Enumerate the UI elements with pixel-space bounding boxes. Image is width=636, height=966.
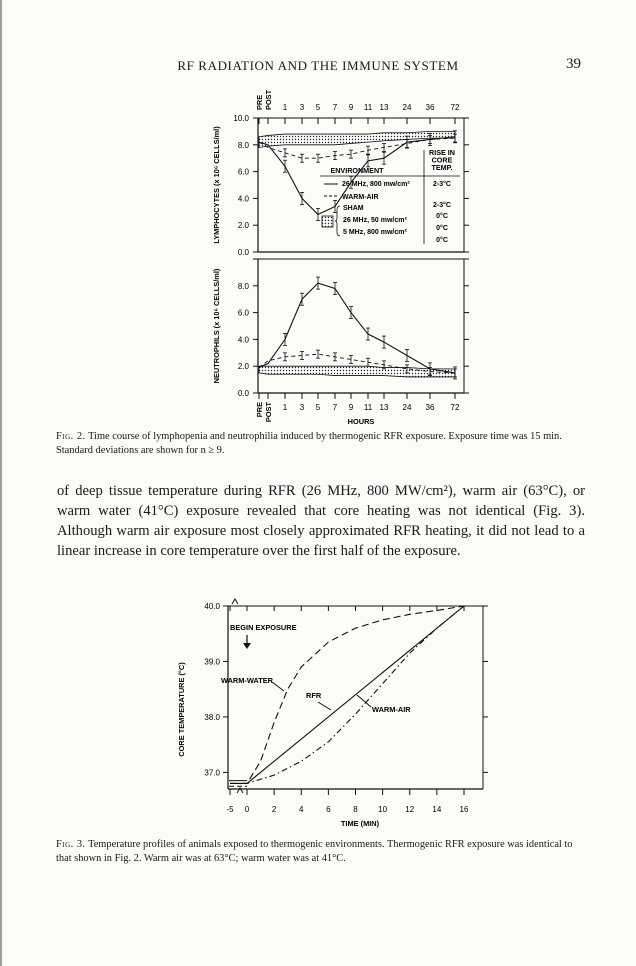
x-tick-label-top: 5 xyxy=(315,103,321,112)
x-tick-label-bottom: 3 xyxy=(299,403,305,412)
figure-3-caption xyxy=(56,838,586,866)
figure-2 xyxy=(0,0,636,430)
x-tick-label-bottom: 72 xyxy=(450,403,460,412)
running-title: RF RADIATION AND THE IMMUNE SYSTEM xyxy=(177,58,459,73)
x-tick-label: 0 xyxy=(244,805,250,814)
x-tick-label: 10 xyxy=(378,805,388,814)
annotation-warm-water: WARM-WATER xyxy=(221,676,273,685)
legend-rise: 2-3°C xyxy=(433,181,451,188)
legend-brace xyxy=(335,206,340,236)
page-number: 39 xyxy=(566,56,581,72)
x-tick-label: 4 xyxy=(299,805,304,814)
neutrophil-panel xyxy=(212,259,469,426)
x-tick-label: 8 xyxy=(353,805,358,814)
x-tick-label-bottom: PRE xyxy=(255,402,264,418)
x-tick-label-top: 7 xyxy=(332,103,338,112)
x-tick-label: 14 xyxy=(432,805,442,814)
legend-label: 5 MHz, 800 mw/cm² xyxy=(343,229,407,236)
x-tick-label: 12 xyxy=(405,805,415,814)
legend-rise-header: RISE IN xyxy=(429,148,455,157)
y-axis-label: LYMPHOCYTES (x 10⁶ CELLS/ml) xyxy=(212,126,221,244)
y-tick-label: 2.0 xyxy=(237,221,249,231)
x-tick-label: 6 xyxy=(326,805,331,814)
rfr-800-series-line xyxy=(259,283,455,373)
x-tick-label-bottom: 5 xyxy=(315,403,321,412)
x-tick-label-bottom: 11 xyxy=(363,403,373,412)
figure-2-caption-text: Time course of lymphopenia and neutrophilia induced by thermogenic RFR exposure. Exposure time was 15 min. Standard deviations are shown for n ≥ 9. xyxy=(56,431,562,456)
legend-rise-header: TEMP. xyxy=(431,163,453,172)
y-tick-label: 6.0 xyxy=(237,167,249,177)
y-tick-label: 0.0 xyxy=(237,389,249,398)
legend-rise: 2-3°C xyxy=(433,202,451,209)
x-tick-label: 2 xyxy=(271,805,277,814)
x-tick-label-top: 9 xyxy=(348,103,354,112)
figure-3 xyxy=(0,590,636,830)
figure-3-caption-label: Fig. 3. xyxy=(56,839,86,850)
x-tick-label-top: 13 xyxy=(379,103,389,112)
y-axis-label: NEUTROPHILS (x 10⁶ CELLS/ml) xyxy=(212,268,221,384)
legend-env-header: ENVIRONMENT xyxy=(330,166,384,175)
figure-2-caption xyxy=(56,430,586,458)
body-text: of deep tissue temperature during RFR (26 MHz, 800 MW/cm²), warm air (63°C), or warm water (41°C) exposure revealed that core heating was not identical (Fig. 3). Although warm air exposure most closely approximated RFR heating, it did not lead to a linear increase in core temperature over the first half of the exposure. xyxy=(57,483,585,559)
legend-rise-header: CORE xyxy=(431,155,453,165)
sham-band xyxy=(259,366,455,377)
y-tick-label: 10.0 xyxy=(233,114,249,123)
annotation-arrow-head xyxy=(243,643,251,649)
legend-swatch-dotted xyxy=(322,216,333,227)
x-tick-label-top: 3 xyxy=(299,103,305,112)
y-tick-label: 6.0 xyxy=(237,308,249,318)
x-tick-label-bottom: 24 xyxy=(402,403,412,412)
y-tick-label: 37.0 xyxy=(204,768,220,778)
y-tick-label: 4.0 xyxy=(237,335,249,345)
x-tick-label-bottom: 1 xyxy=(282,403,288,412)
legend-label: SHAM xyxy=(343,205,364,212)
legend-rise: 0°C xyxy=(436,237,448,244)
y-tick-label: 8.0 xyxy=(237,140,249,150)
x-tick-label-bottom: 36 xyxy=(425,403,435,412)
legend-label: WARM-AIR xyxy=(342,194,379,201)
figure-2-legend xyxy=(320,148,460,244)
x-tick-label: -5 xyxy=(226,805,234,814)
x-tick-label-top: 24 xyxy=(402,103,412,112)
x-tick-label-top: 36 xyxy=(425,103,435,112)
annotation-pointer xyxy=(357,695,371,707)
y-tick-label: 0.0 xyxy=(237,248,249,257)
x-tick-label-top: 11 xyxy=(363,103,373,112)
y-tick-label: 2.0 xyxy=(237,362,249,372)
x-tick-label-top: POST xyxy=(264,89,273,110)
x-tick-label-top: PRE xyxy=(255,94,264,110)
body-paragraph xyxy=(57,481,585,561)
x-axis-label: HOURS xyxy=(347,417,375,426)
legend-label: 26 MHz, 50 mw/cm² xyxy=(343,217,407,224)
x-tick-label-top: 1 xyxy=(282,103,288,112)
annotation-rfr: RFR xyxy=(306,691,322,700)
warm-water-series-line xyxy=(230,606,464,783)
y-tick-label: 8.0 xyxy=(237,281,249,291)
y-tick-label: 40.0 xyxy=(204,602,220,611)
annotation-warm-air: WARM-AIR xyxy=(372,705,411,714)
x-tick-label: 16 xyxy=(459,805,469,814)
x-axis-label: TIME (MIN) xyxy=(340,819,380,828)
x-tick-label-bottom: 7 xyxy=(332,403,338,412)
annotation-begin-exposure: BEGIN EXPOSURE xyxy=(230,623,297,632)
y-axis-label: CORE TEMPERATURE (°C) xyxy=(177,662,186,757)
x-tick-label-bottom: POST xyxy=(264,402,273,423)
x-tick-label-top: 72 xyxy=(450,103,460,112)
annotation-pointer xyxy=(318,702,331,710)
x-tick-label-bottom: 13 xyxy=(379,403,389,412)
legend-rise: 0°C xyxy=(436,213,448,220)
x-tick-label-bottom: 9 xyxy=(348,403,354,412)
y-tick-label: 38.0 xyxy=(204,712,220,722)
core-temperature-chart xyxy=(177,599,488,828)
figure-2-caption-label: Fig. 2. xyxy=(56,431,86,442)
y-tick-label: 4.0 xyxy=(237,194,249,204)
legend-label: 26 MHz, 800 mw/cm² xyxy=(342,181,410,188)
figure-3-caption-text: Temperature profiles of animals exposed to thermogenic environments. Thermogenic RFR exposure was identical to that shown in Fig. 2. Warm air was at 63°C; warm water was at 41°C. xyxy=(56,839,573,864)
annotation-pointer xyxy=(272,682,284,691)
legend-rise: 0°C xyxy=(436,225,448,232)
y-tick-label: 39.0 xyxy=(204,657,220,667)
